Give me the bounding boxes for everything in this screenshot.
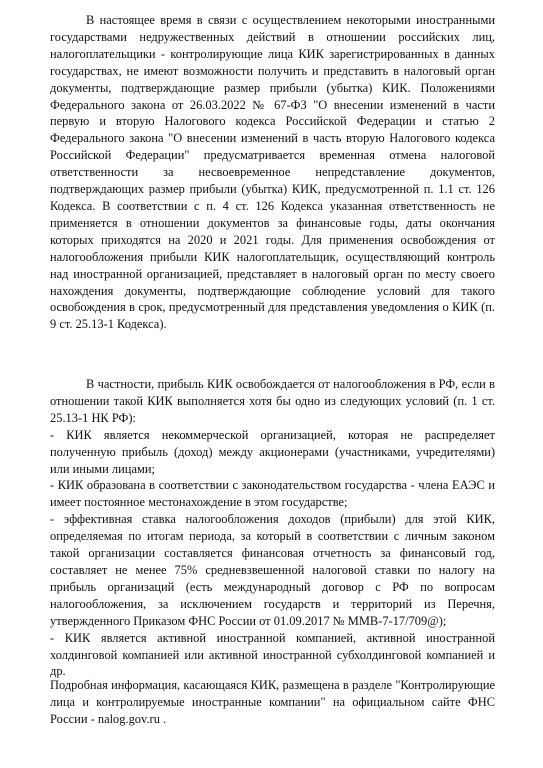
paragraph-1: В настоящее время в связи с осуществлением некоторыми иностранными государствами недружественных действий в отношении российских лиц, налогоплательщики - контролирующие лица КИК зарегистрированных в данных государствах, не имеют возможности получить и представить в налоговый орган документы, подтверждающие размер прибыли (убытка) КИК. Положениями Федерального закона от 26.03.2022 № 67-ФЗ "О внесении изменений в части первую и вторую Налогового кодекса Российской Федерации и статью 2 Федерального закона "О внесении изменений в часть вторую Налогового кодекса Российской Федерации" предусматривается временная отмена налоговой ответственности за несвоевременное непредставление документов, подтверждающих размер прибыли (убытка) КИК, предусмотренной п. 1.1 ст. 126 Кодекса. В соответствии с п. 4 ст. 126 Кодекса указанная ответственность не применяется в отношении документов за финансовые годы, даты окончания которых приходятся на 2020 и 2021 годы. Для применения освобождения от налогообложения прибыли КИК налогоплательщик, осуществляющий контроль над иностранной организацией, представляет в налоговый орган по месту своего нахождения документы, подтверждающие соблюдение условий для такого освобождения в срок, предусмотренный для представления уведомления о КИК (п. 9 ст. 25.13-1 Кодекса). <box>50 13 495 332</box>
condition-effective-rate: - эффективная ставка налогообложения доходов (прибыли) для этой КИК, определяемая по итогам периода, за который в соответствии с личным законом такой организации составляется финансовая отчетность за финансовый год, составляет не менее 75% средневзвешенной налоговой ставки по налогу на прибыль организаций (есть международный договор с РФ по вопросам налогообложения, за исключением государств и территорий из Перечня, утвержденного Приказом ФНС России от 01.09.2017 № ММВ-7-17/709@); <box>50 512 495 628</box>
paragraph-2 <box>50 376 495 680</box>
condition-active-company: - КИК является активной иностранной компанией, активной иностранной холдинговой компанией или активной иностранной субхолдинговой компанией и др. <box>50 630 495 679</box>
condition-eaeu: - КИК образована в соответствии с законодательством государства - члена ЕАЭС и имеет постоянное местонахождение в этом государстве; <box>50 478 495 510</box>
condition-nonprofit: - КИК является некоммерческой организацией, которая не распределяет полученную прибыль (доход) между акционерами (участниками, учредителями) или иными лицами; <box>50 427 495 476</box>
paragraph-3: Подробная информация, касающаяся КИК, размещена в разделе "Контролирующие лица и контролируемые иностранные компании" на официальном сайте ФНС России - nalog.gov.ru . <box>50 678 495 726</box>
paragraph-2-intro: В частности, прибыль КИК освобождается от налогообложения в РФ, если в отношении такой КИК выполняется хотя бы одно из следующих условий (п. 1 ст. 25.13-1 НК РФ): <box>50 377 495 425</box>
